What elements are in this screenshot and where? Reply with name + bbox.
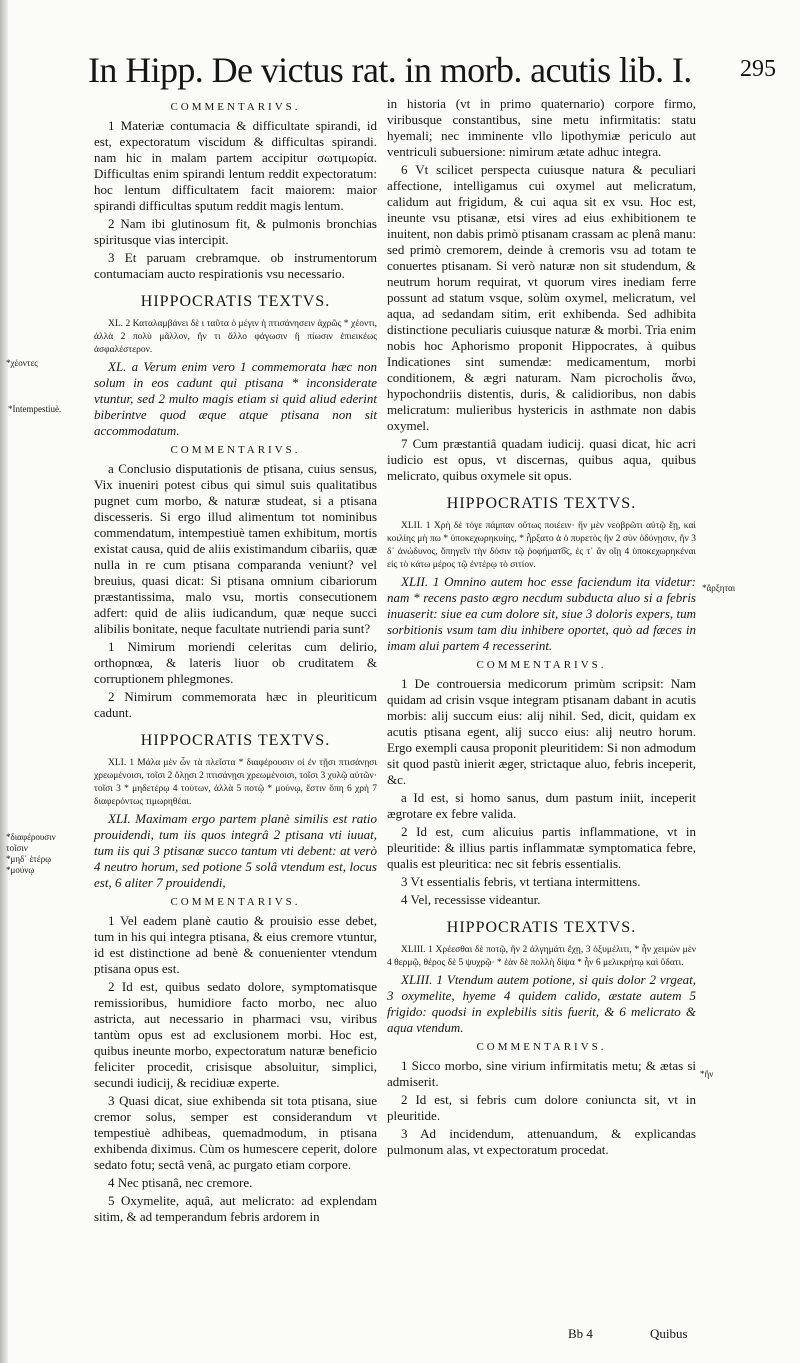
margin-note: *Intempestiuè. [8,404,62,414]
latin-text-block: XLII. 1 Omnino autem hoc esse faciendum ita videtur: nam * recens pasto ægro necdum subducta aluo si a febris inuaserit: siue ea cum dolore sit, siue 3 doloris expers, tum sorbitionis vsum tam diu inhibere oportet, quò ad fæces in imam alui partem 4 recesserint. [387,574,696,653]
commentarius-heading: COMMENTARIVS. [170,896,301,908]
hippocratis-textus-heading: HIPPOCRATIS TEXTVS. [446,919,637,936]
running-head [88,48,788,98]
margin-note: *χέοντες [6,358,38,368]
commentary-paragraph: 1 Vel eadem planè cautio & prouisio esse debet, tum in his qui integra ptisana, & eius cremore vtuntur, id est distinctione ad benè & conuenienter vtendum ptisana opus est. [94,913,377,976]
commentary-paragraph: 2 Nam ibi glutinosum fit, & pulmonis bronchias spiritusque vias intercipit. [94,216,377,247]
commentarius-heading: COMMENTARIVS. [170,101,301,113]
hippocratis-textus-heading: HIPPOCRATIS TEXTVS. [140,293,331,310]
commentary-paragraph: 3 Vt essentialis febris, vt tertiana intermittens. [401,874,641,889]
latin-text-block: XL. a Verum enim vero 1 commemorata hæc non solum in eos cadunt qui ptisana * inconsiderate vtuntur, sed 2 multo magis etiam si quid aliud ederint biberintve quod æque atque ptisana non sit accommodatum. [94,359,377,438]
hippocratis-textus-heading: HIPPOCRATIS TEXTVS. [140,732,331,749]
commentary-paragraph: a Id est, si homo sanus, dum pastum iniit, inceperit ægrotare ex febre valida. [387,790,696,821]
commentary-paragraph: 1 Materiæ contumacia & difficultate spirandi, id est, expectoratum viscidum & difficultas spirandi. nam hic in malam partem accipitur σωτιμωρία. Difficultas enim spirandi lentum reddit expectoratum: hoc lentum difficultatem facit maiorem: maior spirandi difficultas sputum reddit magis lentum. [94,118,377,213]
right-column [387,96,696,1160]
commentary-paragraph: 4 Nec ptisanâ, nec cremore. [108,1175,253,1190]
latin-text-block: XLIII. 1 Vtendum autem potione, si quis dolor 2 vrgeat, 3 oxymelite, hyeme 4 quidem calido, æstate autem 5 frigido: quodsi in explebilis sitis fuerit, & 6 melicrato & aqua vtendum. [387,972,696,1035]
commentary-paragraph: 2 Id est, cum alicuius partis inflammatione, vt in pleuritide: & illius partis inflammatæ symptomatica febre, qualis est pleuritica: nec sit febris essentialis. [387,824,696,871]
page-number: 295 [740,56,776,82]
catchword: Quibus [650,1326,688,1341]
commentary-paragraph: a Conclusio disputationis de ptisana, cuius sensus, Vix inueniri potest cibus qui simul suis qualitatibus pugnet cum morbo, & naturæ studeat, si a ptisana discesseris. Si ergo illud alimentum tot nominibus commendatum, intempestiuè tamen exhibitum, mortis existat causa, quid de aliis existimandum cibariis, quæ nulla in re cum ptisana comparanda veniunt? vel breuius, quasi dicat: Si ptisana omnium cibariorum præstantissima, malo vsu, mortis consecutionem adfert: quid de aliis iudicandum, quæ neque succi alibilis bonitate, neque facultate nutriendi paria sunt? [94,461,377,636]
commentary-paragraph: 5 Oxymelite, aquâ, aut melicrato: ad explendam sitim, & ad temperandum febris ardorem in [94,1193,377,1224]
commentary-paragraph: 1 De controuersia medicorum primùm scripsit: Nam quidam ad crisin vsque integram ptisanam dabant in acutis morbis: alij succum eius: alij nihil. Sed, dicit, quidam ex acutis ptisana egent, alij succo eius: alij neutro horum. Ergo exempli causa proponit pleuritidem: Si non admodum sit quod pastù inierit æger, strictaque aluo, febris inceperit, &c. [387,676,696,787]
page-spine-shadow [0,0,8,1363]
signature-mark: Bb 4 [568,1326,593,1341]
commentarius-heading: COMMENTARIVS. [476,659,607,671]
greek-text-block: XLI. 1 Μάλα μὲν ὦν τὰ πλεῖστα * διαφέρουσιν οἱ ἐν τῇσι πτισάνῃσι χρεωμένοισι, τοῖσι 2 ὅλῃσι 2 πτισάνῃσι χρεωμένοισι, τοῖσι 3 χυλῷ αὐτῶν· τοῖσι 3 * μηδετέρῳ 4 τούτων, ἀλλὰ 5 ποτῷ * μούνῳ, ἔστιν ὅπη 6 χρὴ 7 διαφερόντως τιμωρηθέαι. [94,758,377,807]
running-head-title: In Hipp. De victus rat. in morb. acutis lib. I. [88,50,692,90]
greek-text-block: XL. 2 Καταλαμβάνει δὲ ι ταῦτα ὁ μέγιν ἡ πτισάνησειν ἀχρῶς * χέοντι, ἀλλὰ 2 πολὺ μᾶλλον, ἢν τι ἄλλο φάγωσιν ἢ πίωσιν ἐπιεικέως ἀσφαλέστερον. [94,319,377,355]
commentary-paragraph: 2 Id est, si febris cum dolore coniuncta sit, vt in pleuritide. [387,1092,696,1123]
greek-text-block: XLII. 1 Χρὴ δὲ τόγε πάμπαν οὕτως ποιέειν· ἢν μὲν νεοβρῶτι αὐτῷ ἔῃ, καὶ κοιλίης μὴ πω * ὑποκεχωρηκυίης, * ἦρξατο ἀ ὁ πυρετὸς ἢν 2 σὺν ὀδύνῃσιν, ἢν 3 δ᾽ ἀνώδυνος, ὅπηγεῖν τὴν δόσιν τῷ ῥοφήματ͡ος, ἐς τ᾽ ἂν οἴῃ 4 ὑποκεχωρηκέναι εἰς τὸ κάτω μέρος τῷ ἐντέρῳ τὸ σιτίον. [387,521,696,570]
greek-text-block: XLIII. 1 Χρέεσθαι δὲ ποτῷ, ἢν 2 ἀλγημάτι ἔχῃ, 3 ὀξυμέλιτι, * ἦν χειμὼν μὲν 4 θερμῷ, θέρος δὲ 5 ψυχρῷ· * ἐὰν δὲ πολλὴ δίψα * ἦν 6 μελικρήτῳ καὶ ὕδατι. [387,945,696,968]
commentary-paragraph: 1 Nimirum moriendi celeritas cum delirio, orthopnœa, & lateris liuor ob cruditatem & corruptionem phlegmones. [94,639,377,686]
margin-note: *ἄρξηται [702,583,736,593]
commentary-paragraph: 3 Quasi dicat, siue exhibenda sit tota ptisana, siue cremor solus, semper est considerandum vt tempestiuè adhibeas, quemadmodum, in ptisana exhibenda diximus. Cùm os humescere ceperit, dolore sedato fotu; sectâ venâ, ac purgato etiam corpore. [94,1093,377,1172]
commentary-paragraph: 4 Vel, recessisse videantur. [401,892,541,907]
margin-note: *ἢν [700,1069,714,1079]
commentary-paragraph: 1 Sicco morbo, sine virium infirmitatis metu; & ætas si admiserit. [387,1058,696,1089]
commentary-paragraph: 7 Cum præstantiâ quadam iudicij. quasi dicat, hic acri iudicio est opus, vt discernas, quibus aqua, quibus melicrato, quibus oxymele sit opus. [387,436,696,483]
margin-note: *διαφέρουσιν τοῖσιν *μηδ᾽ ἑτέρῳ *μούνῳ [6,832,56,875]
commentarius-heading: COMMENTARIVS. [476,1041,607,1053]
commentary-paragraph: 3 Ad incidendum, attenuandum, & explicandas pulmonum alas, vt expectoratum procedat. [387,1126,696,1157]
latin-text-block: XLI. Maximam ergo partem planè similis est ratio prouidendi, tum iis quos integrâ 2 ptisana vti iuuat, tum iis qui 3 ptisanæ succo tantum vti debent: at verò 4 neutro horum, sed potione 5 solâ vtendum est, locus est, 6 aliter 7 prouidendi, [94,811,377,890]
left-column [94,96,377,1227]
commentarius-heading: COMMENTARIVS. [170,444,301,456]
hippocratis-textus-heading: HIPPOCRATIS TEXTVS. [446,495,637,512]
commentary-paragraph: 2 Id est, quibus sedato dolore, symptomatisque remissioribus, humidiore facto morbo, nec aluo astricta, aut necessario in pharmaci vsu, viribus tantùm opus est ad exclusionem morbi. Hoc est, quibus ineunte morbo, expectoratum naturæ beneficio feliciter procedit, crisisque absoluitur, simplici, secundi iudicij, & recidiuæ experte. [94,979,377,1090]
commentary-paragraph: 3 Et paruam crebramque. ob instrumentorum contumaciam aucto respirationis vsu necessario. [94,250,377,281]
commentary-paragraph: 2 Nimirum commemorata hæc in pleuriticum cadunt. [94,689,377,720]
commentary-paragraph: in historia (vt in primo quaternario) corpore firmo, viribusque constantibus, sine metu infirmitatis: statu hyemali; nec imminente vllo lipothymiæ periculo aut ventriculi subuersione: nimirum ætate adhuc integra. [387,96,696,159]
commentary-paragraph: 6 Vt scilicet perspecta cuiusque natura & peculiari affectione, intelligamus cui oxymel aut melicratum, calidum aut frigidum, & cui aqua sit ex vsu. Hoc est, ineunte vsu ptisanæ, etsi vires ad eius exhibitionem te inuitent, non dabis primò ptisanam crassam ac plenâ manu: sed primò cremorem, deinde à cremoris vsu ad totam te conuertes ptisanam. Si verò naturæ non sit studendum, & neutrum horum requirat, vt quorum vires inediam ferre possunt ad statum vsque, solùm oxymel, melicratum, vel aqua, ad sedandam sitim, erit exhibenda. Sed adhibita distinctione peculiaris cuiusque naturæ & morbi. Tria enim nobis hoc Aphorismo proponit Hippocrates, à quibus Indicationes sint sumendæ: medicamentum, morbi conditionem, & ægri naturam. Nam picrocholis ἄνω, hypochondriis distentis, duris, & calidioribus, non dabis melicratum: mulieribus hystericis in asthmate non dabis oxymel. [387,162,696,433]
